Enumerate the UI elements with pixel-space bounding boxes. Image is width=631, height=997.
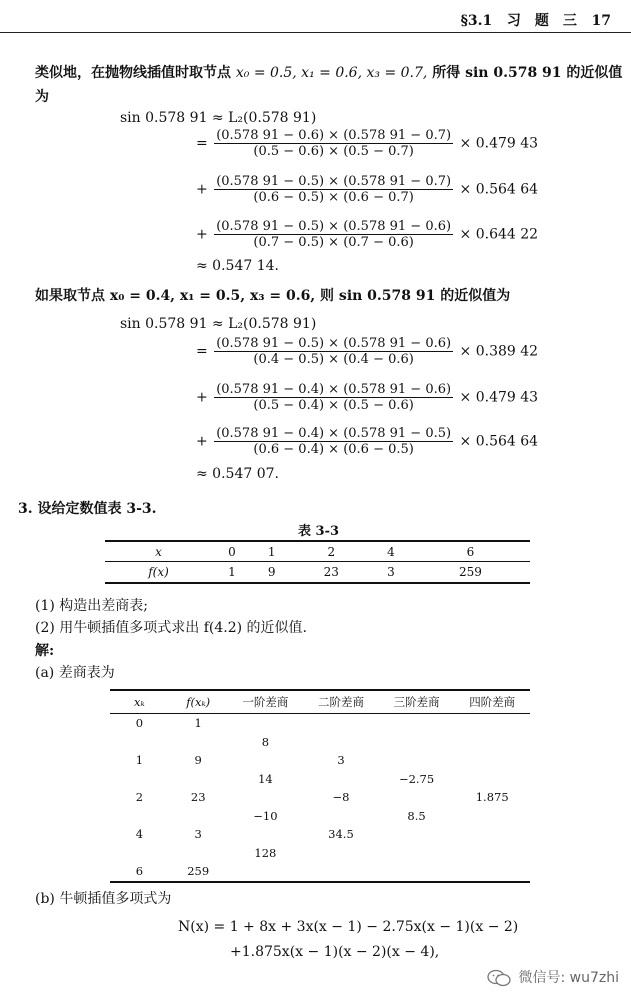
table-row	[110, 825, 530, 844]
table-cell: 8	[261, 734, 270, 749]
table-cell	[110, 807, 169, 826]
calc2-term-2	[196, 382, 538, 413]
table-cell	[169, 807, 228, 826]
table-cell	[454, 862, 530, 882]
calc1-lhs: sin 0.578 91 ≈ L₂(0.578 91)	[120, 110, 317, 126]
table-cell: 1	[194, 716, 202, 731]
section-number: §3.1	[460, 13, 493, 29]
page-number: 17	[591, 13, 611, 29]
paragraph-1	[35, 62, 622, 82]
table-cell: 23	[190, 790, 206, 805]
table-row	[110, 751, 530, 770]
para1-line2: 为	[35, 89, 49, 105]
wechat-icon	[486, 969, 512, 987]
calc1-fraction-3	[214, 219, 453, 250]
calc2-op-1: =	[196, 343, 208, 360]
fraction-denominator: (0.5 − 0.4) × (0.5 − 0.6)	[253, 398, 414, 413]
table-cell	[228, 751, 304, 770]
table-row	[110, 788, 530, 807]
table-cell	[303, 862, 379, 882]
newton-polynomial-line-2: +1.875x(x − 1)(x − 2)(x − 4),	[230, 944, 440, 960]
divided-difference-table	[110, 689, 530, 883]
fraction-numerator: (0.578 91 − 0.5) × (0.578 91 − 0.6)	[216, 336, 452, 351]
table-cell	[303, 807, 379, 826]
table-header-cell: 4	[371, 541, 411, 562]
calc2-fraction-2	[214, 382, 453, 413]
table-cell: f(x)	[148, 565, 169, 579]
table-cell: 259	[187, 864, 210, 879]
table-cell: 3	[387, 565, 395, 579]
calc2-result: ≈ 0.547 07.	[196, 466, 279, 482]
table-cell: 6	[135, 864, 144, 879]
table-cell: −10	[253, 808, 278, 823]
calc1-op-1: =	[196, 135, 208, 152]
table-cell: 3	[337, 753, 345, 768]
table-header-cell: 6	[411, 541, 530, 562]
table-cell: 0	[135, 716, 144, 731]
fraction-denominator: (0.7 − 0.5) × (0.7 − 0.6)	[253, 235, 414, 250]
table-cell	[454, 714, 530, 733]
table-cell	[303, 733, 379, 752]
calc1-op-2: +	[196, 181, 208, 198]
table-cell	[454, 825, 530, 844]
calc1-mult-2: × 0.564 64	[459, 181, 539, 198]
table-header-cell: 1	[252, 541, 292, 562]
table-cell	[379, 825, 455, 844]
table-header-row	[105, 541, 530, 562]
table-cell: 1.875	[475, 790, 509, 805]
calc2-mult-3: × 0.564 64	[459, 433, 539, 450]
table-cell	[379, 844, 455, 863]
table-cell	[454, 844, 530, 863]
calc1-mult-1: × 0.479 43	[459, 135, 539, 152]
table-cell	[454, 770, 530, 789]
fraction-denominator: (0.6 − 0.5) × (0.6 − 0.7)	[253, 190, 414, 205]
table-cell	[454, 807, 530, 826]
table-cell: 128	[254, 845, 277, 860]
table-row	[110, 770, 530, 789]
fraction-numerator: (0.578 91 − 0.5) × (0.578 91 − 0.6)	[216, 219, 452, 234]
calc1-fraction-1	[214, 128, 453, 159]
table-header-cell: f(xₖ)	[169, 690, 228, 714]
calc2-fraction-1	[214, 336, 453, 367]
table-cell: 9	[194, 753, 202, 768]
table-cell	[379, 733, 455, 752]
table-cell	[303, 844, 379, 863]
section-title: 习 题 三	[506, 13, 577, 29]
table-row	[105, 562, 530, 584]
calc2-op-3: +	[196, 433, 208, 450]
calc2-term-1	[196, 336, 538, 367]
table-cell	[110, 733, 169, 752]
watermark-text: 微信号: wu7zhi	[518, 970, 619, 986]
calc1-term-3	[196, 219, 538, 250]
table-cell	[379, 714, 455, 733]
table-cell	[379, 862, 455, 882]
page-header	[461, 10, 611, 30]
calc2-mult-2: × 0.479 43	[459, 389, 539, 406]
para1-nodes: x₀ = 0.5, x₁ = 0.6, x₃ = 0.7,	[235, 65, 428, 81]
table-cell	[169, 770, 228, 789]
table-row	[110, 844, 530, 863]
table-cell: 4	[135, 827, 144, 842]
table-cell: 34.5	[328, 827, 354, 842]
table-header-cell: 三阶差商	[379, 690, 455, 714]
table-cell	[379, 751, 455, 770]
table-cell	[169, 844, 228, 863]
table-cell	[454, 733, 530, 752]
table-cell	[228, 862, 304, 882]
calc1-op-3: +	[196, 226, 208, 243]
paragraph-2: 如果取节点 x₀ = 0.4, x₁ = 0.5, x₃ = 0.6, 则 sin 0.578 91 的近似值为	[35, 288, 511, 304]
table-cell	[228, 788, 304, 807]
table-cell	[228, 714, 304, 733]
fraction-denominator: (0.5 − 0.6) × (0.5 − 0.7)	[253, 144, 414, 159]
table-cell	[110, 844, 169, 863]
table-cell	[228, 825, 304, 844]
fraction-numerator: (0.578 91 − 0.6) × (0.578 91 − 0.7)	[216, 128, 452, 143]
table-3-3	[105, 540, 530, 584]
calc2-op-2: +	[196, 389, 208, 406]
table-cell: 9	[267, 565, 276, 579]
calc2-lhs: sin 0.578 91 ≈ L₂(0.578 91)	[120, 316, 317, 332]
table-header-cell: 一阶差商	[228, 690, 304, 714]
calc1-fraction-2	[214, 174, 453, 205]
newton-polynomial-line-1: N(x) = 1 + 8x + 3x(x − 1) − 2.75x(x − 1)(x − 2)	[178, 919, 519, 935]
table-header-cell: xₖ	[110, 690, 169, 714]
table-header-cell: x	[105, 541, 212, 562]
part-b-label: (b) 牛顿插值多项式为	[35, 891, 172, 907]
table-row	[110, 862, 530, 882]
table-header-row	[110, 690, 530, 714]
table-cell	[454, 751, 530, 770]
fraction-denominator: (0.4 − 0.5) × (0.4 − 0.6)	[253, 352, 414, 367]
table-row	[110, 733, 530, 752]
fraction-numerator: (0.578 91 − 0.4) × (0.578 91 − 0.6)	[216, 382, 452, 397]
fraction-denominator: (0.6 − 0.4) × (0.6 − 0.5)	[253, 442, 414, 457]
table-row	[110, 807, 530, 826]
calc1-term-2	[196, 174, 538, 205]
table-header-cell: 二阶差商	[303, 690, 379, 714]
calc1-term-1	[196, 128, 538, 159]
table-cell: 8.5	[407, 808, 426, 823]
problem-3: 3. 设给定数值表 3-3.	[18, 501, 157, 517]
table-cell: 1	[228, 565, 236, 579]
fraction-numerator: (0.578 91 − 0.5) × (0.578 91 − 0.7)	[216, 174, 452, 189]
table-cell	[379, 788, 455, 807]
calc1-result: ≈ 0.547 14.	[196, 258, 279, 274]
table-cell: 259	[458, 565, 482, 579]
question-1: (1) 构造出差商表;	[35, 598, 148, 614]
table-cell: 23	[323, 565, 339, 579]
table-header-cell: 0	[212, 541, 252, 562]
table-cell	[303, 770, 379, 789]
para1-text-a: 类似地，在抛物线插值时取节点	[35, 65, 231, 81]
question-2: (2) 用牛顿插值多项式求出 f(4.2) 的近似值.	[35, 620, 308, 636]
table-caption: 表 3-3	[298, 524, 340, 539]
part-a-label: (a) 差商表为	[35, 665, 115, 681]
table-cell	[303, 714, 379, 733]
table-row	[110, 714, 530, 733]
table-cell: −2.75	[398, 771, 435, 786]
table-header-cell: 2	[292, 541, 372, 562]
calc2-fraction-3	[214, 426, 453, 457]
table-header-cell: 四阶差商	[454, 690, 530, 714]
table-cell: 1	[135, 753, 144, 768]
calc1-mult-3: × 0.644 22	[459, 226, 539, 243]
para1-text-b: 所得 sin 0.578 91 的近似值	[432, 65, 623, 81]
table-cell: 3	[194, 827, 202, 842]
header-rule	[0, 32, 631, 33]
calc2-mult-1: × 0.389 42	[459, 343, 539, 360]
table-cell: 14	[258, 771, 273, 786]
solution-label: 解:	[35, 643, 55, 659]
table-cell	[169, 733, 228, 752]
fraction-numerator: (0.578 91 − 0.4) × (0.578 91 − 0.5)	[216, 426, 452, 441]
table-cell: 2	[135, 790, 144, 805]
table-cell: −8	[332, 790, 350, 805]
watermark	[486, 967, 619, 987]
table-cell	[110, 770, 169, 789]
calc2-term-3	[196, 426, 538, 457]
